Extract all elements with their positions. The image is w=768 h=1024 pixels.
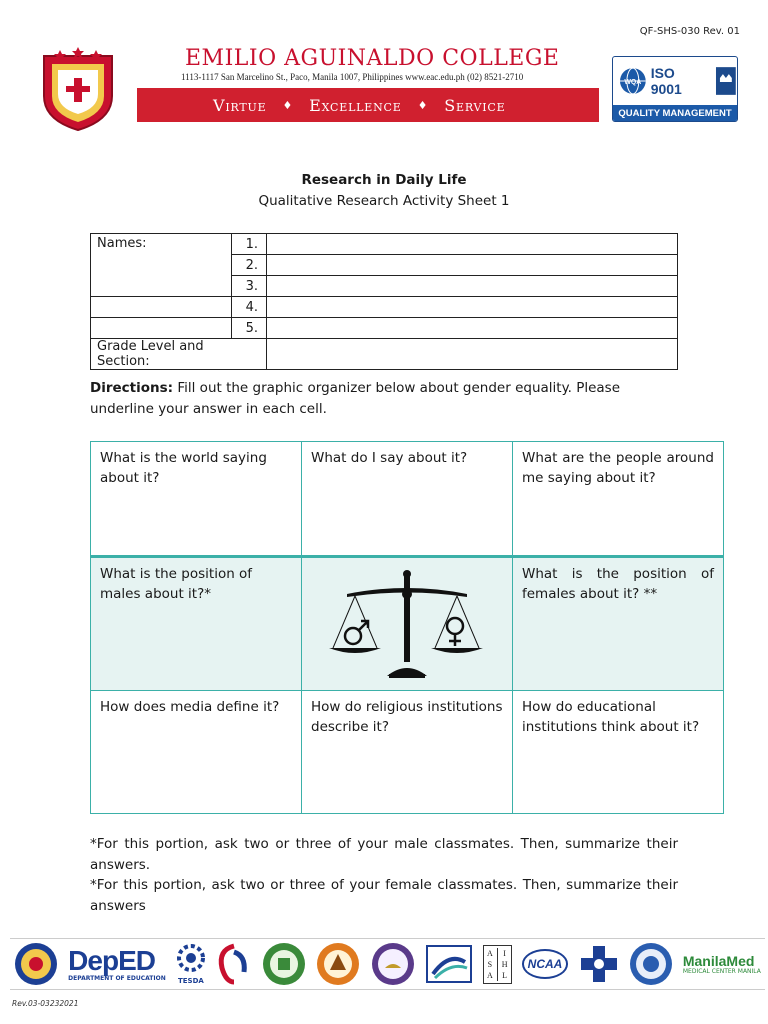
name-field-3[interactable]: [267, 276, 678, 297]
tesda-logo: TESDA: [176, 943, 206, 985]
name-number: 1.: [232, 234, 267, 255]
cal-logo-icon: [425, 942, 473, 986]
name-field-4[interactable]: [267, 297, 678, 318]
name-number: 2.: [232, 255, 267, 276]
ched-logo-icon: [216, 942, 252, 986]
page-subtitle: Qualitative Research Activity Sheet 1: [258, 193, 510, 209]
organizer-cell-self[interactable]: What do I say about it?: [302, 442, 513, 558]
college-seal-icon: [38, 44, 118, 132]
organizer-cell-educational[interactable]: How do educational institutions think about it?: [522, 699, 700, 735]
grade-level-label: Grade Level and Section:: [91, 339, 267, 370]
organizer-cell-religious[interactable]: How do religious institutions describe it?: [302, 691, 513, 813]
college-name: EMILIO AGUINALDO COLLEGE: [185, 46, 560, 71]
ncaa-logo: NCAA: [522, 949, 569, 979]
blank-label-cell: [91, 297, 232, 318]
document-code: QF-SHS-030 Rev. 01: [639, 26, 740, 37]
motto-excellence: Excellence: [309, 95, 402, 115]
revision-code: Rev.03-03232021: [12, 999, 79, 1008]
footnotes: [90, 834, 678, 916]
organizer-cell-world[interactable]: What is the world saying about it?: [91, 442, 302, 558]
ph-seal-icon: [14, 942, 58, 986]
organizer-cell-males[interactable]: What is the position of males about it?*: [91, 558, 302, 691]
ukas-crown-icon: [715, 66, 737, 96]
names-table: [90, 233, 678, 370]
motto-service: Service: [444, 95, 506, 115]
name-number: 3.: [232, 276, 267, 297]
diamond-icon: ♦: [417, 98, 429, 112]
iso-footer: QUALITY MANAGEMENT: [613, 105, 737, 122]
blue-seal-icon: [629, 942, 673, 986]
iso-badge: [612, 56, 738, 122]
wqa-globe-icon: [619, 67, 647, 95]
college-address: 1113-1117 San Marcelino St., Paco, Manila 1007, Philippines www.eac.edu.ph (02) 8521-2710: [181, 72, 524, 82]
gender-scale-cell: [302, 558, 513, 691]
blank-label-cell: [91, 318, 232, 339]
asa-ihl-logo: A S A I H L: [483, 945, 512, 984]
page-title: Research in Daily Life: [301, 172, 467, 188]
name-field-2[interactable]: [267, 255, 678, 276]
graphic-organizer: [90, 441, 724, 814]
directions-label: Directions:: [90, 380, 174, 396]
organizer-cell-females[interactable]: What is the position of females about it? **: [513, 558, 723, 691]
tesda-gear-icon: [176, 943, 206, 973]
organizer-cell-people[interactable]: What are the people around me saying about it?: [513, 442, 723, 558]
balance-scale-icon: [327, 564, 487, 684]
names-label: Names:: [91, 234, 232, 297]
iso-label: ISO 9001: [650, 65, 682, 97]
directions: [90, 378, 678, 420]
deped-logo: DepED DEPARTMENT OF EDUCATION: [68, 944, 166, 982]
orange-seal-icon: [316, 942, 360, 986]
directions-text: Fill out the graphic organizer below about gender equality. Please underline your answer in each cell.: [90, 380, 621, 417]
grade-level-field[interactable]: [267, 339, 678, 370]
lamp-seal-icon: [371, 942, 415, 986]
diamond-icon: ♦: [282, 98, 294, 112]
name-number: 4.: [232, 297, 267, 318]
green-seal-icon: [262, 942, 306, 986]
footnote-female: *For this portion, ask two or three of your female classmates. Then, summarize their answers: [90, 877, 678, 914]
motto-bar: [137, 88, 599, 122]
footnote-male: *For this portion, ask two or three of your male classmates. Then, summarize their answers.: [90, 836, 678, 873]
name-field-1[interactable]: [267, 234, 678, 255]
partner-logos-strip: [10, 938, 765, 990]
manilamed-logo: ManilaMed MEDICAL CENTER MANILA: [682, 952, 761, 975]
name-number: 5.: [232, 318, 267, 339]
organizer-cell-media[interactable]: How does media define it?: [91, 691, 302, 813]
svg-text:WQA: WQA: [624, 78, 642, 86]
motto-virtue: Virtue: [213, 95, 267, 115]
doh-logo-icon: [579, 944, 619, 984]
name-field-5[interactable]: [267, 318, 678, 339]
